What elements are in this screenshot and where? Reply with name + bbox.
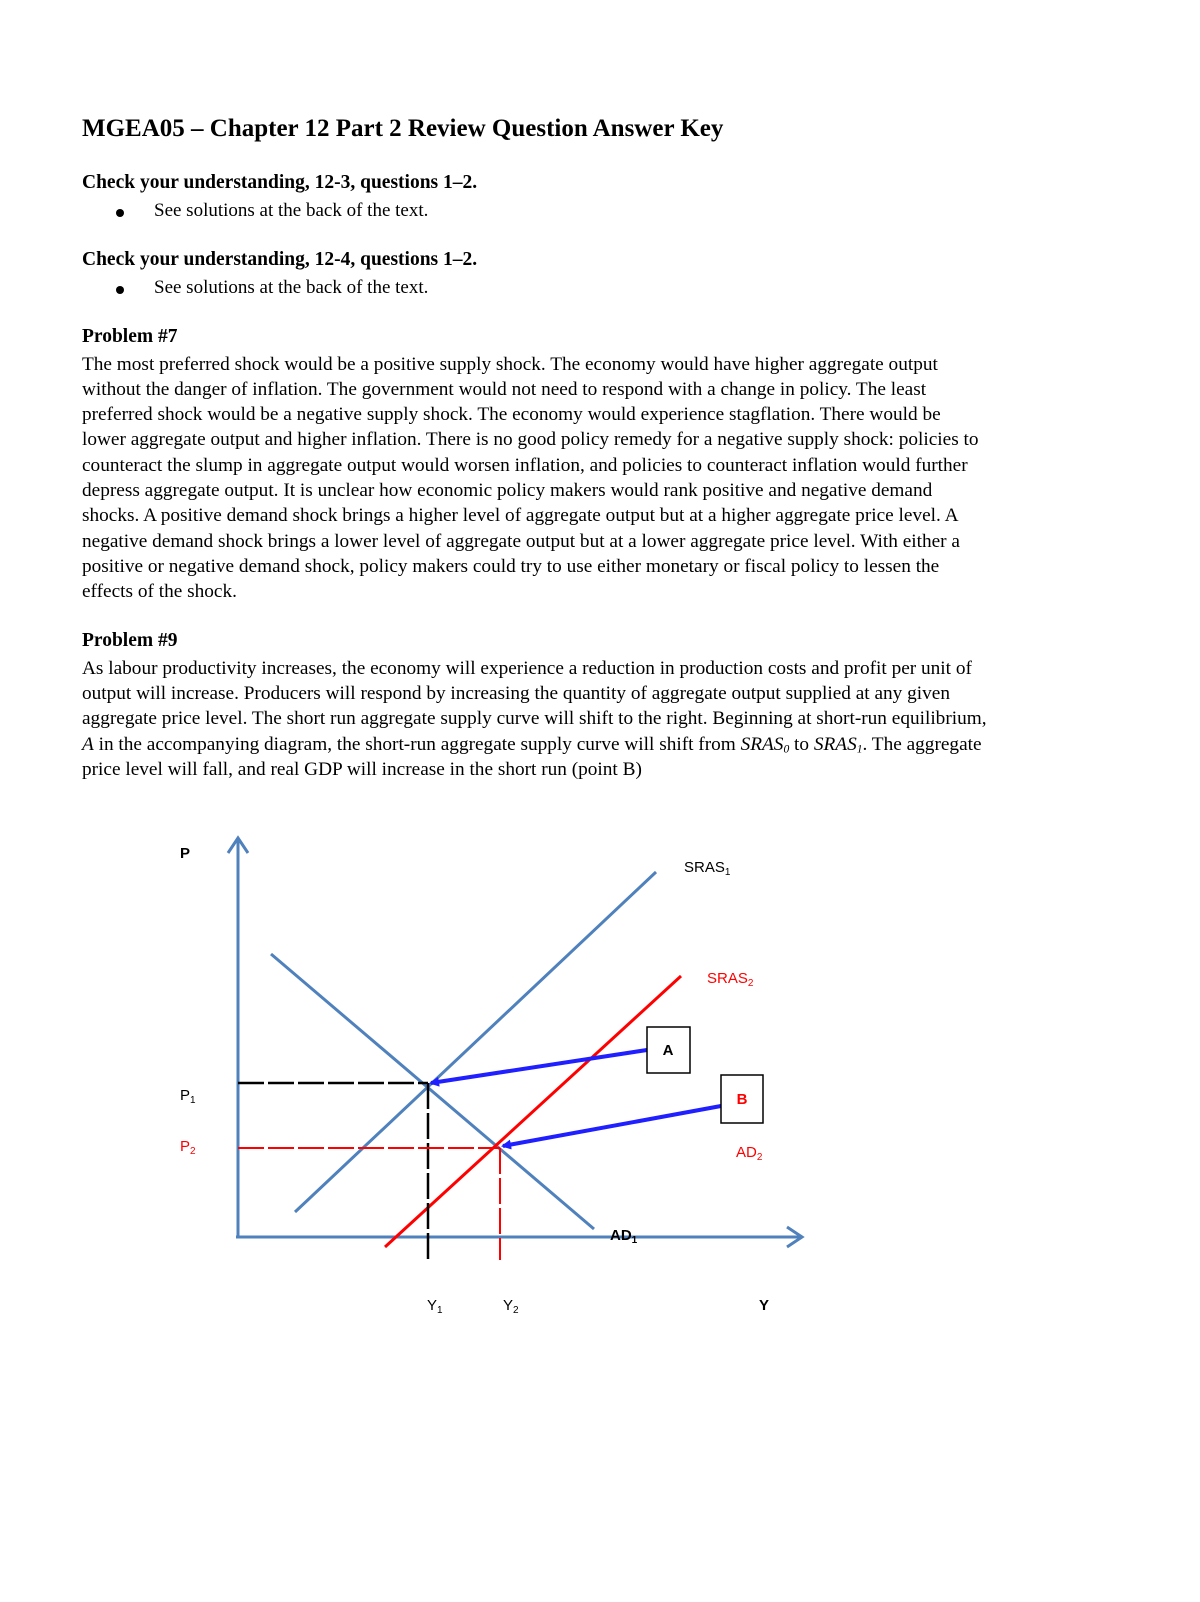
line-text: . The aggregate [862,734,982,755]
y-axis-label: P [180,845,191,862]
sras1-ref: $SRAS_1$ [813,734,863,756]
sras1-curve [295,872,656,1212]
problem-7-line: shocks. A positive demand shock brings a higher level of aggregate output but at a higher aggregate price level. A [82,505,959,526]
p1-label: $P_1$ [180,1087,196,1106]
sras2-label: $SRAS_2$ [707,970,754,989]
line-text: in the accompanying diagram, the short-run aggregate supply curve will shift from [93,734,741,755]
problem-7-line: lower aggregate output and higher inflation. There is no good policy remedy for a negative supply shock: policies to [82,429,979,450]
problem-7-line: without the danger of inflation. The government would not need to respond with a change in policy. The least [82,379,927,400]
problem-7-heading: Problem #7 [82,326,178,347]
problem-9-heading: Problem #9 [82,630,178,651]
arrow-to-point-b [503,1106,721,1146]
problem-9-line: As labour productivity increases, the economy will experience a reduction in production costs and profit per unit of [82,658,972,679]
p2-label: $P_2$ [180,1138,196,1157]
problem-9-line: aggregate price level. The short run aggregate supply curve will shift to the right. Beginning at short-run equilibrium, [82,708,987,729]
problem-7-line: positive or negative demand shock, policy makers could try to use either monetary or fiscal policy to lessen the [82,556,940,577]
problem-7-line: negative demand shock brings a lower level of aggregate output but at a lower aggregate price level. With either a [82,531,960,552]
section-heading-12-4: Check your understanding, 12-4, questions 1–2. [82,249,478,270]
section-heading-12-3: Check your understanding, 12-3, questions 1–2. [82,172,478,193]
y-axis [228,838,248,1237]
x-axis [236,1227,802,1247]
document-title: MGEA05 – Chapter 12 Part 2 Review Question Answer Key [82,115,724,142]
x-axis-label: Y [759,1297,770,1314]
point-b-label: B [736,1091,748,1108]
problem-9-line: price level will fall, and real GDP will increase in the short run (point B) [82,759,642,780]
problem-7-line: The most preferred shock would be a positive supply shock. The economy would have higher aggregate output [82,354,938,375]
sras1-label: $SRAS_1$ [684,859,731,878]
problem-9-line: output will increase. Producers will respond by increasing the quantity of aggregate output supplied at any given [82,683,950,704]
problem-7-line: effects of the shock. [82,581,237,602]
y2-label: $Y_2$ [503,1297,519,1316]
y1-label: $Y_1$ [427,1297,443,1316]
point-a-label: A [662,1042,674,1059]
problem-7-line: counteract the slump in aggregate output would worsen inflation, and policies to counteract inflation would further [82,455,968,476]
sras2-curve [385,976,681,1247]
problem-7-line: depress aggregate output. It is unclear how economic policy makers would rank positive and negative demand [82,480,933,501]
ad1-label: $AD_1$ [610,1227,638,1246]
ad2-label: $AD_2$ [736,1144,763,1163]
bullet-text: See solutions at the back of the text. [154,200,429,221]
line-text: to [789,734,814,755]
problem-7-line: preferred shock would be a negative supply shock. The economy would experience stagflation. There would be [82,404,941,425]
bullet-text: See solutions at the back of the text. [154,277,429,298]
point-a-ref: A [82,734,94,755]
sras0-ref: $SRAS_0$ [740,734,790,756]
